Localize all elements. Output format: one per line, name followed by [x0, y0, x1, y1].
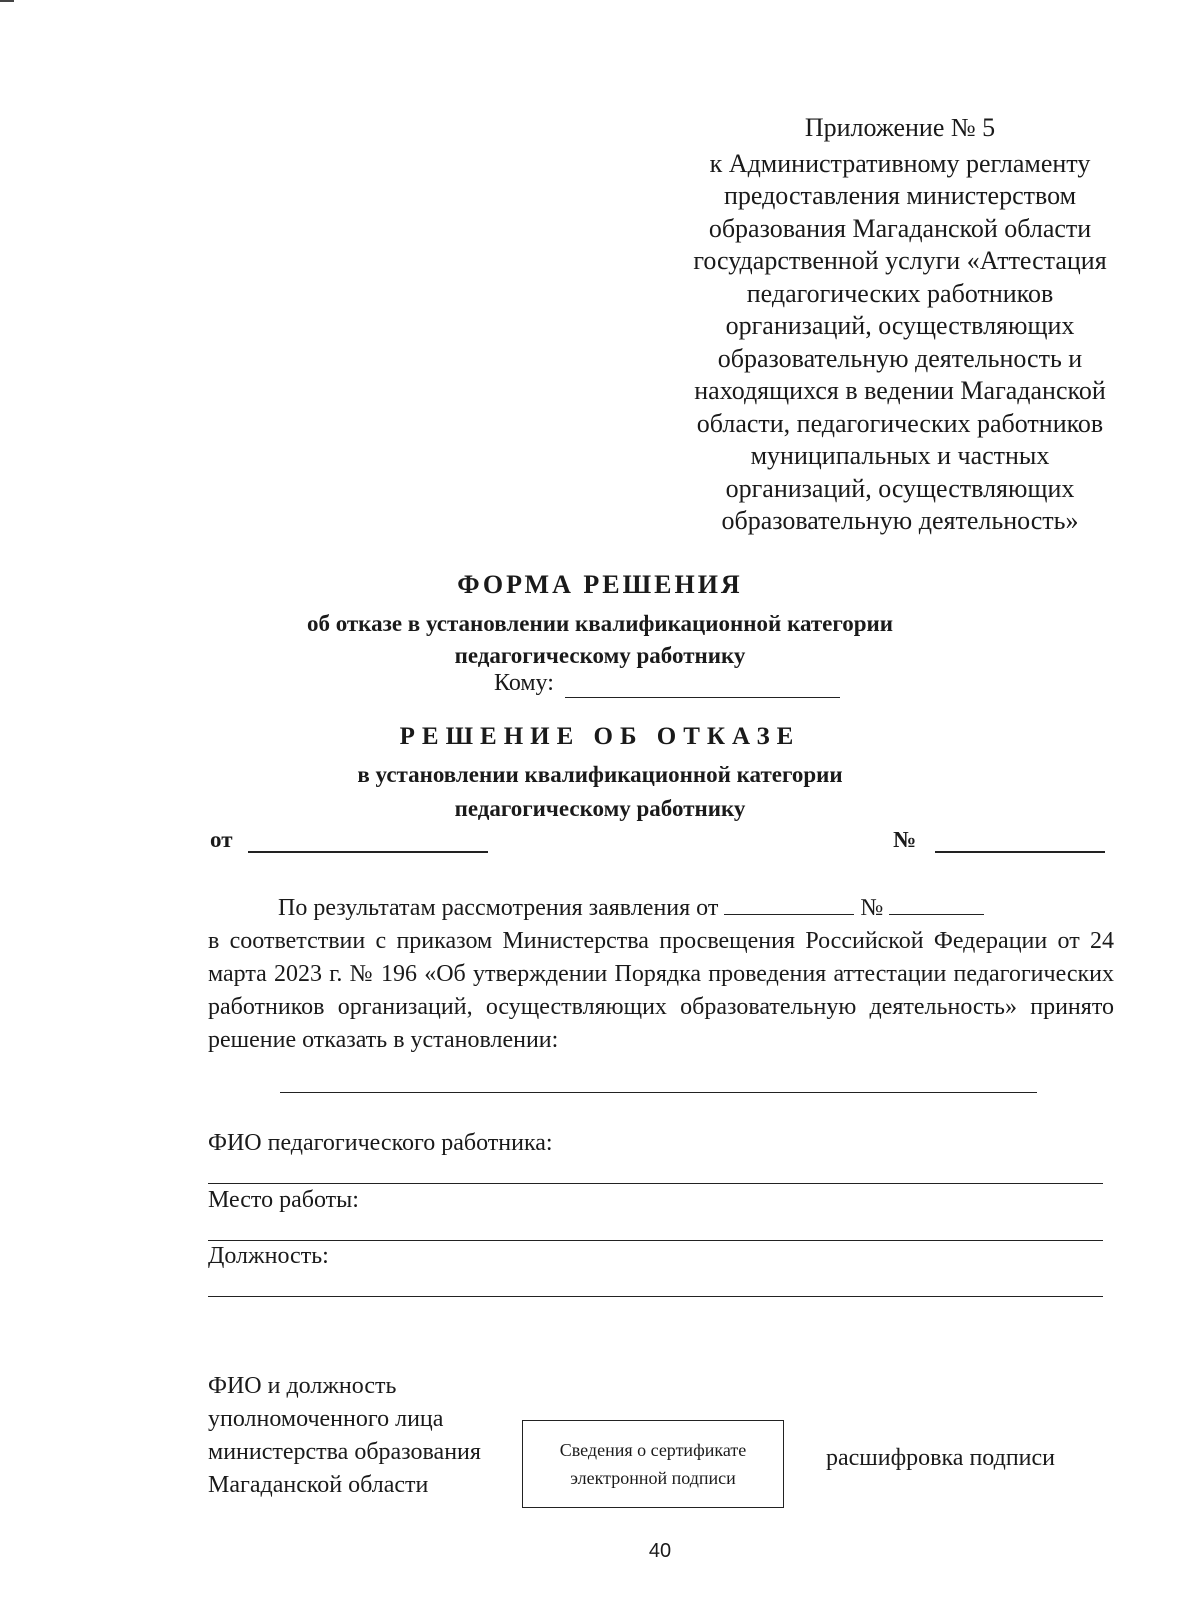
recipient-label: Кому: [494, 670, 554, 696]
paragraph-first-line [208, 892, 1114, 925]
signer-line: Магаданской области [208, 1472, 429, 1498]
form-subtitle-line: об отказе в установлении квалификационной категории [306, 611, 894, 636]
position-label: Должность: [208, 1243, 329, 1269]
decision-subtitle [0, 758, 1200, 826]
appendix-line: государственной услуги «Аттестация [693, 246, 1107, 275]
application-number-label: № [860, 895, 884, 921]
application-number-blank[interactable] [889, 894, 984, 915]
appendix-line: находящихся в ведении Магаданской [694, 376, 1106, 405]
scan-edge-mark [0, 0, 14, 2]
appendix-line: муниципальных и частных [750, 441, 1050, 470]
application-date-blank[interactable] [724, 894, 854, 915]
appendix-line: к Административному регламенту [709, 148, 1091, 178]
signer-line: министерства образования [208, 1439, 481, 1465]
appendix-line: образования Магаданской области [708, 213, 1092, 243]
date-label: от [210, 827, 233, 852]
paragraph-text: в соответствии с приказом Министерства просвещения Российской Федерации от 24 марта 2023 г. № 196 «Об утверждении Порядка проведения аттестации педагогических работников организаций, осуществляющих образовательную деятельность» принято решение отказать в установлении: [208, 928, 1114, 1053]
decision-title: РЕШЕНИЕ ОБ ОТКАЗЕ [399, 723, 801, 750]
workplace-label: Место работы: [208, 1187, 359, 1213]
form-title: ФОРМА РЕШЕНИЯ [457, 570, 743, 599]
form-subtitle-line: педагогическому работнику [454, 643, 746, 668]
appendix-line: организаций, осуществляющих [725, 473, 1075, 503]
appendix-line: образовательную деятельность и [717, 343, 1083, 373]
signer-line: ФИО и должность [208, 1373, 397, 1399]
signature-decode-label: расшифровка подписи [826, 1445, 1056, 1471]
appendix-header [680, 112, 1120, 538]
decision-subtitle-line: в установлении квалификационной категории [357, 762, 843, 787]
date-blank-line[interactable] [248, 851, 488, 853]
decision-category-blank-line[interactable] [280, 1092, 1037, 1093]
signer-block [208, 1370, 481, 1502]
appendix-number: Приложение № 5 [804, 113, 996, 142]
page-number: 40 [648, 1540, 672, 1562]
fio-blank-line[interactable] [208, 1183, 1103, 1184]
cert-line: электронной подписи [570, 1468, 736, 1488]
workplace-blank-line[interactable] [208, 1240, 1103, 1241]
number-blank-line[interactable] [935, 851, 1105, 853]
appendix-line: образовательную деятельность» [721, 506, 1079, 535]
appendix-line: педагогических работников [746, 278, 1054, 308]
appendix-reference [680, 148, 1120, 538]
signer-line: уполномоченного лица [208, 1406, 444, 1432]
fio-label: ФИО педагогического работника: [208, 1130, 553, 1156]
form-subtitle [0, 608, 1200, 672]
cert-line: Сведения о сертификате [559, 1440, 747, 1460]
appendix-line: области, педагогических работников [696, 408, 1104, 438]
number-label: № [893, 827, 917, 852]
recipient-blank-line[interactable] [565, 697, 840, 698]
decision-subtitle-line: педагогическому работнику [454, 796, 746, 821]
signature-certificate-box [522, 1420, 784, 1508]
decision-paragraph [208, 892, 1114, 1057]
appendix-line: организаций, осуществляющих [725, 311, 1075, 340]
position-blank-line[interactable] [208, 1296, 1103, 1297]
appendix-line: предоставления министерством [723, 181, 1077, 210]
application-date-text: По результатам рассмотрения заявления от [278, 895, 719, 921]
